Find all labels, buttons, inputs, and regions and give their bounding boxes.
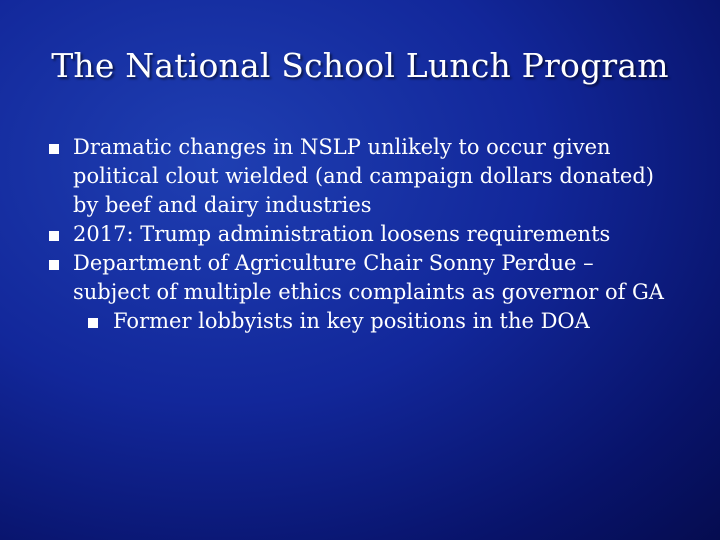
bullet-text: 2017: Trump administration loosens requirements: [73, 222, 611, 246]
sub-bullet-list: [73, 307, 666, 336]
sub-bullet-item: [73, 307, 666, 336]
bullet-item: [46, 249, 666, 336]
bullet-text: Dramatic changes in NSLP unlikely to occur given political clout wielded (and campaign dollars donated) by beef and dairy industries: [73, 135, 654, 217]
bullet-text: Department of Agriculture Chair Sonny Perdue – subject of multiple ethics complaints as governor of GA: [73, 251, 664, 304]
square-bullet-icon: [49, 231, 59, 241]
slide-title: The National School Lunch Program: [51, 46, 669, 85]
square-bullet-icon: [49, 260, 59, 270]
square-bullet-icon: [49, 144, 59, 154]
bullet-item: [46, 220, 666, 249]
bullet-list: [46, 133, 666, 336]
bullet-item: [46, 133, 666, 220]
sub-bullet-text: Former lobbyists in key positions in the DOA: [113, 309, 590, 333]
square-bullet-icon: [88, 318, 98, 328]
